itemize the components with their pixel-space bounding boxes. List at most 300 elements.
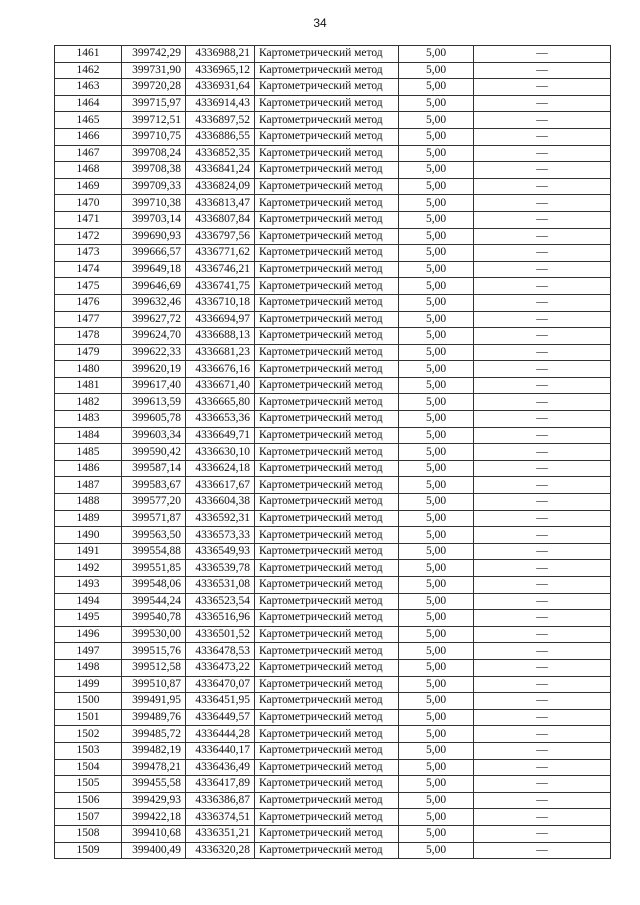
description-cell: — <box>474 593 611 610</box>
description-cell: — <box>474 79 611 96</box>
description-cell: — <box>474 759 611 776</box>
accuracy-cell: 5,00 <box>399 659 474 676</box>
description-cell: — <box>474 46 611 63</box>
description-cell: — <box>474 411 611 428</box>
method-cell: Картометрический метод <box>255 361 399 378</box>
table-row <box>55 643 611 660</box>
description-cell: — <box>474 825 611 842</box>
accuracy-cell: 5,00 <box>399 228 474 245</box>
point-number-cell: 1484 <box>55 427 122 444</box>
y-coordinate-cell: 4336478,53 <box>186 643 255 660</box>
method-cell: Картометрический метод <box>255 842 399 859</box>
y-coordinate-cell: 4336807,84 <box>186 211 255 228</box>
table-row <box>55 792 611 809</box>
x-coordinate-cell: 399731,90 <box>122 62 186 79</box>
accuracy-cell: 5,00 <box>399 162 474 179</box>
method-cell: Картометрический метод <box>255 809 399 826</box>
point-number-cell: 1503 <box>55 742 122 759</box>
table-row <box>55 311 611 328</box>
table-row <box>55 79 611 96</box>
x-coordinate-cell: 399622,33 <box>122 344 186 361</box>
y-coordinate-cell: 4336451,95 <box>186 693 255 710</box>
y-coordinate-cell: 4336523,54 <box>186 593 255 610</box>
y-coordinate-cell: 4336797,56 <box>186 228 255 245</box>
method-cell: Картометрический метод <box>255 427 399 444</box>
x-coordinate-cell: 399512,58 <box>122 659 186 676</box>
accuracy-cell: 5,00 <box>399 759 474 776</box>
y-coordinate-cell: 4336351,21 <box>186 825 255 842</box>
method-cell: Картометрический метод <box>255 278 399 295</box>
table-row <box>55 693 611 710</box>
x-coordinate-cell: 399544,24 <box>122 593 186 610</box>
table-row <box>55 759 611 776</box>
description-cell: — <box>474 261 611 278</box>
y-coordinate-cell: 4336440,17 <box>186 742 255 759</box>
point-number-cell: 1496 <box>55 626 122 643</box>
accuracy-cell: 5,00 <box>399 510 474 527</box>
method-cell: Картометрический метод <box>255 294 399 311</box>
y-coordinate-cell: 4336516,96 <box>186 610 255 627</box>
accuracy-cell: 5,00 <box>399 112 474 129</box>
y-coordinate-cell: 4336436,49 <box>186 759 255 776</box>
table-row <box>55 460 611 477</box>
accuracy-cell: 5,00 <box>399 195 474 212</box>
description-cell: — <box>474 162 611 179</box>
description-cell: — <box>474 842 611 859</box>
x-coordinate-cell: 399715,97 <box>122 95 186 112</box>
x-coordinate-cell: 399400,49 <box>122 842 186 859</box>
accuracy-cell: 5,00 <box>399 527 474 544</box>
y-coordinate-cell: 4336653,36 <box>186 411 255 428</box>
description-cell: — <box>474 709 611 726</box>
x-coordinate-cell: 399620,19 <box>122 361 186 378</box>
method-cell: Картометрический метод <box>255 195 399 212</box>
table-row <box>55 162 611 179</box>
x-coordinate-cell: 399429,93 <box>122 792 186 809</box>
method-cell: Картометрический метод <box>255 577 399 594</box>
point-number-cell: 1471 <box>55 211 122 228</box>
method-cell: Картометрический метод <box>255 776 399 793</box>
table-row <box>55 577 611 594</box>
accuracy-cell: 5,00 <box>399 311 474 328</box>
x-coordinate-cell: 399627,72 <box>122 311 186 328</box>
method-cell: Картометрический метод <box>255 145 399 162</box>
y-coordinate-cell: 4336624,18 <box>186 460 255 477</box>
point-number-cell: 1504 <box>55 759 122 776</box>
description-cell: — <box>474 643 611 660</box>
description-cell: — <box>474 228 611 245</box>
point-number-cell: 1475 <box>55 278 122 295</box>
table-row <box>55 278 611 295</box>
method-cell: Картометрический метод <box>255 527 399 544</box>
method-cell: Картометрический метод <box>255 477 399 494</box>
method-cell: Картометрический метод <box>255 261 399 278</box>
description-cell: — <box>474 245 611 262</box>
point-number-cell: 1501 <box>55 709 122 726</box>
point-number-cell: 1491 <box>55 543 122 560</box>
accuracy-cell: 5,00 <box>399 328 474 345</box>
point-number-cell: 1478 <box>55 328 122 345</box>
table-row <box>55 328 611 345</box>
x-coordinate-cell: 399708,24 <box>122 145 186 162</box>
description-cell: — <box>474 742 611 759</box>
y-coordinate-cell: 4336531,08 <box>186 577 255 594</box>
accuracy-cell: 5,00 <box>399 809 474 826</box>
description-cell: — <box>474 62 611 79</box>
description-cell: — <box>474 294 611 311</box>
x-coordinate-cell: 399605,78 <box>122 411 186 428</box>
accuracy-cell: 5,00 <box>399 626 474 643</box>
point-number-cell: 1473 <box>55 245 122 262</box>
accuracy-cell: 5,00 <box>399 145 474 162</box>
accuracy-cell: 5,00 <box>399 610 474 627</box>
table-row <box>55 444 611 461</box>
point-number-cell: 1479 <box>55 344 122 361</box>
accuracy-cell: 5,00 <box>399 394 474 411</box>
table-row <box>55 527 611 544</box>
point-number-cell: 1461 <box>55 46 122 63</box>
y-coordinate-cell: 4336549,93 <box>186 543 255 560</box>
method-cell: Картометрический метод <box>255 693 399 710</box>
method-cell: Картометрический метод <box>255 560 399 577</box>
method-cell: Картометрический метод <box>255 228 399 245</box>
x-coordinate-cell: 399548,06 <box>122 577 186 594</box>
x-coordinate-cell: 399720,28 <box>122 79 186 96</box>
point-number-cell: 1463 <box>55 79 122 96</box>
description-cell: — <box>474 145 611 162</box>
method-cell: Картометрический метод <box>255 610 399 627</box>
table-row <box>55 344 611 361</box>
point-number-cell: 1464 <box>55 95 122 112</box>
point-number-cell: 1509 <box>55 842 122 859</box>
y-coordinate-cell: 4336694,97 <box>186 311 255 328</box>
y-coordinate-cell: 4336914,43 <box>186 95 255 112</box>
y-coordinate-cell: 4336813,47 <box>186 195 255 212</box>
point-number-cell: 1500 <box>55 693 122 710</box>
y-coordinate-cell: 4336841,24 <box>186 162 255 179</box>
description-cell: — <box>474 361 611 378</box>
method-cell: Картометрический метод <box>255 626 399 643</box>
y-coordinate-cell: 4336746,21 <box>186 261 255 278</box>
table-row <box>55 394 611 411</box>
description-cell: — <box>474 195 611 212</box>
x-coordinate-cell: 399540,78 <box>122 610 186 627</box>
point-number-cell: 1467 <box>55 145 122 162</box>
x-coordinate-cell: 399710,75 <box>122 128 186 145</box>
x-coordinate-cell: 399551,85 <box>122 560 186 577</box>
description-cell: — <box>474 328 611 345</box>
method-cell: Картометрический метод <box>255 62 399 79</box>
x-coordinate-cell: 399666,57 <box>122 245 186 262</box>
accuracy-cell: 5,00 <box>399 643 474 660</box>
y-coordinate-cell: 4336473,22 <box>186 659 255 676</box>
x-coordinate-cell: 399617,40 <box>122 377 186 394</box>
x-coordinate-cell: 399422,18 <box>122 809 186 826</box>
description-cell: — <box>474 676 611 693</box>
point-number-cell: 1465 <box>55 112 122 129</box>
point-number-cell: 1499 <box>55 676 122 693</box>
accuracy-cell: 5,00 <box>399 128 474 145</box>
table-row <box>55 560 611 577</box>
x-coordinate-cell: 399709,33 <box>122 178 186 195</box>
table-row <box>55 195 611 212</box>
method-cell: Картометрический метод <box>255 79 399 96</box>
point-number-cell: 1505 <box>55 776 122 793</box>
table-row <box>55 726 611 743</box>
point-number-cell: 1502 <box>55 726 122 743</box>
method-cell: Картометрический метод <box>255 825 399 842</box>
x-coordinate-cell: 399571,87 <box>122 510 186 527</box>
y-coordinate-cell: 4336592,31 <box>186 510 255 527</box>
table-row <box>55 361 611 378</box>
point-number-cell: 1472 <box>55 228 122 245</box>
point-number-cell: 1486 <box>55 460 122 477</box>
table-row <box>55 809 611 826</box>
method-cell: Картометрический метод <box>255 178 399 195</box>
description-cell: — <box>474 659 611 676</box>
table-row <box>55 95 611 112</box>
method-cell: Картометрический метод <box>255 245 399 262</box>
description-cell: — <box>474 444 611 461</box>
description-cell: — <box>474 610 611 627</box>
y-coordinate-cell: 4336852,35 <box>186 145 255 162</box>
point-number-cell: 1492 <box>55 560 122 577</box>
point-number-cell: 1482 <box>55 394 122 411</box>
y-coordinate-cell: 4336688,13 <box>186 328 255 345</box>
table-row <box>55 46 611 63</box>
point-number-cell: 1481 <box>55 377 122 394</box>
point-number-cell: 1485 <box>55 444 122 461</box>
x-coordinate-cell: 399703,14 <box>122 211 186 228</box>
x-coordinate-cell: 399510,87 <box>122 676 186 693</box>
description-cell: — <box>474 560 611 577</box>
point-number-cell: 1489 <box>55 510 122 527</box>
method-cell: Картометрический метод <box>255 162 399 179</box>
method-cell: Картометрический метод <box>255 211 399 228</box>
x-coordinate-cell: 399649,18 <box>122 261 186 278</box>
y-coordinate-cell: 4336710,18 <box>186 294 255 311</box>
x-coordinate-cell: 399590,42 <box>122 444 186 461</box>
table-row <box>55 626 611 643</box>
accuracy-cell: 5,00 <box>399 95 474 112</box>
table-row <box>55 211 611 228</box>
accuracy-cell: 5,00 <box>399 825 474 842</box>
description-cell: — <box>474 311 611 328</box>
point-number-cell: 1508 <box>55 825 122 842</box>
method-cell: Картометрический метод <box>255 95 399 112</box>
x-coordinate-cell: 399583,67 <box>122 477 186 494</box>
description-cell: — <box>474 394 611 411</box>
method-cell: Картометрический метод <box>255 759 399 776</box>
point-number-cell: 1468 <box>55 162 122 179</box>
y-coordinate-cell: 4336444,28 <box>186 726 255 743</box>
x-coordinate-cell: 399742,29 <box>122 46 186 63</box>
y-coordinate-cell: 4336539,78 <box>186 560 255 577</box>
description-cell: — <box>474 112 611 129</box>
accuracy-cell: 5,00 <box>399 477 474 494</box>
accuracy-cell: 5,00 <box>399 776 474 793</box>
y-coordinate-cell: 4336470,07 <box>186 676 255 693</box>
x-coordinate-cell: 399478,21 <box>122 759 186 776</box>
point-number-cell: 1488 <box>55 494 122 511</box>
method-cell: Картометрический метод <box>255 510 399 527</box>
x-coordinate-cell: 399455,58 <box>122 776 186 793</box>
x-coordinate-cell: 399515,76 <box>122 643 186 660</box>
method-cell: Картометрический метод <box>255 112 399 129</box>
method-cell: Картометрический метод <box>255 311 399 328</box>
accuracy-cell: 5,00 <box>399 211 474 228</box>
method-cell: Картометрический метод <box>255 394 399 411</box>
y-coordinate-cell: 4336320,28 <box>186 842 255 859</box>
table-row <box>55 245 611 262</box>
table-row <box>55 709 611 726</box>
method-cell: Картометрический метод <box>255 709 399 726</box>
x-coordinate-cell: 399624,70 <box>122 328 186 345</box>
x-coordinate-cell: 399410,68 <box>122 825 186 842</box>
table-row <box>55 842 611 859</box>
x-coordinate-cell: 399603,34 <box>122 427 186 444</box>
accuracy-cell: 5,00 <box>399 543 474 560</box>
coordinates-table-body <box>55 46 611 859</box>
accuracy-cell: 5,00 <box>399 709 474 726</box>
x-coordinate-cell: 399485,72 <box>122 726 186 743</box>
table-row <box>55 62 611 79</box>
point-number-cell: 1469 <box>55 178 122 195</box>
x-coordinate-cell: 399577,20 <box>122 494 186 511</box>
method-cell: Картометрический метод <box>255 593 399 610</box>
table-row <box>55 411 611 428</box>
y-coordinate-cell: 4336676,16 <box>186 361 255 378</box>
point-number-cell: 1495 <box>55 610 122 627</box>
y-coordinate-cell: 4336931,64 <box>186 79 255 96</box>
table-row <box>55 659 611 676</box>
description-cell: — <box>474 543 611 560</box>
accuracy-cell: 5,00 <box>399 377 474 394</box>
accuracy-cell: 5,00 <box>399 693 474 710</box>
point-number-cell: 1498 <box>55 659 122 676</box>
y-coordinate-cell: 4336665,80 <box>186 394 255 411</box>
description-cell: — <box>474 344 611 361</box>
accuracy-cell: 5,00 <box>399 676 474 693</box>
y-coordinate-cell: 4336824,09 <box>186 178 255 195</box>
point-number-cell: 1494 <box>55 593 122 610</box>
description-cell: — <box>474 776 611 793</box>
method-cell: Картометрический метод <box>255 344 399 361</box>
x-coordinate-cell: 399489,76 <box>122 709 186 726</box>
y-coordinate-cell: 4336374,51 <box>186 809 255 826</box>
y-coordinate-cell: 4336897,52 <box>186 112 255 129</box>
x-coordinate-cell: 399708,38 <box>122 162 186 179</box>
x-coordinate-cell: 399491,95 <box>122 693 186 710</box>
y-coordinate-cell: 4336671,40 <box>186 377 255 394</box>
method-cell: Картометрический метод <box>255 792 399 809</box>
description-cell: — <box>474 626 611 643</box>
point-number-cell: 1462 <box>55 62 122 79</box>
coordinates-table <box>54 45 611 859</box>
table-row <box>55 128 611 145</box>
accuracy-cell: 5,00 <box>399 344 474 361</box>
y-coordinate-cell: 4336771,62 <box>186 245 255 262</box>
x-coordinate-cell: 399710,38 <box>122 195 186 212</box>
y-coordinate-cell: 4336741,75 <box>186 278 255 295</box>
description-cell: — <box>474 693 611 710</box>
accuracy-cell: 5,00 <box>399 444 474 461</box>
accuracy-cell: 5,00 <box>399 726 474 743</box>
table-row <box>55 494 611 511</box>
table-row <box>55 776 611 793</box>
method-cell: Картометрический метод <box>255 411 399 428</box>
y-coordinate-cell: 4336965,12 <box>186 62 255 79</box>
method-cell: Картометрический метод <box>255 643 399 660</box>
method-cell: Картометрический метод <box>255 460 399 477</box>
method-cell: Картометрический метод <box>255 328 399 345</box>
point-number-cell: 1477 <box>55 311 122 328</box>
accuracy-cell: 5,00 <box>399 79 474 96</box>
page-number: 34 <box>313 16 327 30</box>
point-number-cell: 1483 <box>55 411 122 428</box>
y-coordinate-cell: 4336386,87 <box>186 792 255 809</box>
table-row <box>55 294 611 311</box>
table-row <box>55 593 611 610</box>
accuracy-cell: 5,00 <box>399 278 474 295</box>
x-coordinate-cell: 399712,51 <box>122 112 186 129</box>
accuracy-cell: 5,00 <box>399 494 474 511</box>
table-row <box>55 377 611 394</box>
y-coordinate-cell: 4336681,23 <box>186 344 255 361</box>
x-coordinate-cell: 399646,69 <box>122 278 186 295</box>
x-coordinate-cell: 399613,59 <box>122 394 186 411</box>
accuracy-cell: 5,00 <box>399 427 474 444</box>
x-coordinate-cell: 399587,14 <box>122 460 186 477</box>
table-row <box>55 228 611 245</box>
x-coordinate-cell: 399563,50 <box>122 527 186 544</box>
description-cell: — <box>474 510 611 527</box>
table-row <box>55 510 611 527</box>
point-number-cell: 1490 <box>55 527 122 544</box>
point-number-cell: 1466 <box>55 128 122 145</box>
method-cell: Картометрический метод <box>255 726 399 743</box>
point-number-cell: 1480 <box>55 361 122 378</box>
y-coordinate-cell: 4336417,89 <box>186 776 255 793</box>
table-row <box>55 676 611 693</box>
table-row <box>55 742 611 759</box>
accuracy-cell: 5,00 <box>399 593 474 610</box>
point-number-cell: 1470 <box>55 195 122 212</box>
accuracy-cell: 5,00 <box>399 842 474 859</box>
description-cell: — <box>474 792 611 809</box>
table-row <box>55 477 611 494</box>
method-cell: Картометрический метод <box>255 543 399 560</box>
y-coordinate-cell: 4336573,33 <box>186 527 255 544</box>
method-cell: Картометрический метод <box>255 128 399 145</box>
table-row <box>55 427 611 444</box>
x-coordinate-cell: 399632,46 <box>122 294 186 311</box>
description-cell: — <box>474 809 611 826</box>
description-cell: — <box>474 178 611 195</box>
description-cell: — <box>474 726 611 743</box>
point-number-cell: 1506 <box>55 792 122 809</box>
accuracy-cell: 5,00 <box>399 294 474 311</box>
y-coordinate-cell: 4336617,67 <box>186 477 255 494</box>
point-number-cell: 1487 <box>55 477 122 494</box>
description-cell: — <box>474 95 611 112</box>
method-cell: Картометрический метод <box>255 444 399 461</box>
method-cell: Картометрический метод <box>255 377 399 394</box>
x-coordinate-cell: 399690,93 <box>122 228 186 245</box>
table-row <box>55 178 611 195</box>
table-row <box>55 610 611 627</box>
method-cell: Картометрический метод <box>255 659 399 676</box>
